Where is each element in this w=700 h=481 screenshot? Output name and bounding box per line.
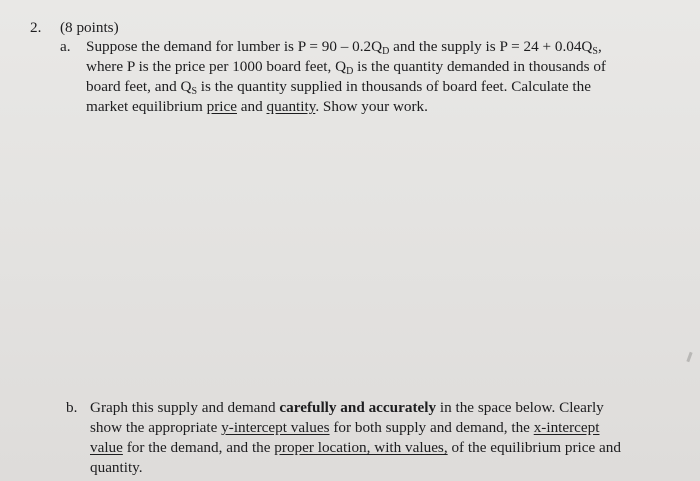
question-points: (8 points) xyxy=(60,19,119,36)
text-run: for both supply and demand, the xyxy=(329,419,534,436)
text-run: is the quantity supplied in thousands of board feet. Calculate the xyxy=(197,78,591,95)
underlined-x-intercept: x-intercept xyxy=(533,419,600,436)
text-run: quantity. xyxy=(90,459,143,476)
bold-carefully: carefully xyxy=(279,399,337,416)
part-b-label: b. xyxy=(66,399,78,416)
subscript: D xyxy=(382,46,390,57)
text-run: for the demand, and the xyxy=(122,439,275,456)
part-a-label: a. xyxy=(60,38,71,55)
text-run: show the appropriate xyxy=(90,419,222,436)
text-run: of the equilibrium price and xyxy=(447,439,621,456)
pen-mark xyxy=(686,352,692,362)
subscript: S xyxy=(191,86,197,97)
part-b-line-3 xyxy=(90,438,621,458)
text-run: , xyxy=(597,38,602,55)
part-b-line-2 xyxy=(90,418,599,438)
text-run: market equilibrium xyxy=(86,98,207,115)
text-run: is the quantity demanded in thousands of xyxy=(353,58,606,75)
part-b-line-4 xyxy=(90,458,143,478)
text-run: in the space below. Clearly xyxy=(436,399,604,416)
part-a-line-2 xyxy=(86,57,606,77)
underlined-price: price xyxy=(206,98,237,115)
text-run: and xyxy=(236,98,267,115)
text-run: Graph this supply and demand xyxy=(90,399,280,416)
text-run: and the supply is P = 24 + 0.04Q xyxy=(389,38,593,55)
part-a-line-1 xyxy=(86,37,602,57)
subscript: D xyxy=(346,66,354,77)
underlined-proper-location: proper location, with values, xyxy=(274,439,448,456)
text-run: . Show your work. xyxy=(315,98,428,115)
part-a-line-4 xyxy=(86,97,428,117)
question-number: 2. xyxy=(30,19,42,36)
text-run: where P is the price per 1000 board feet, Q xyxy=(86,58,347,75)
underlined-value: value xyxy=(90,439,123,456)
text-run: board feet, and Q xyxy=(86,78,192,95)
bold-accurately: and accurately xyxy=(340,399,437,416)
subscript: S xyxy=(592,46,598,57)
part-b-line-1 xyxy=(90,398,604,418)
underlined-y-intercept: y-intercept values xyxy=(221,419,330,436)
text-run: Suppose the demand for lumber is P = 90 – 0.2Q xyxy=(86,38,383,55)
underlined-quantity: quantity xyxy=(266,98,316,115)
part-a-line-3 xyxy=(86,77,591,97)
